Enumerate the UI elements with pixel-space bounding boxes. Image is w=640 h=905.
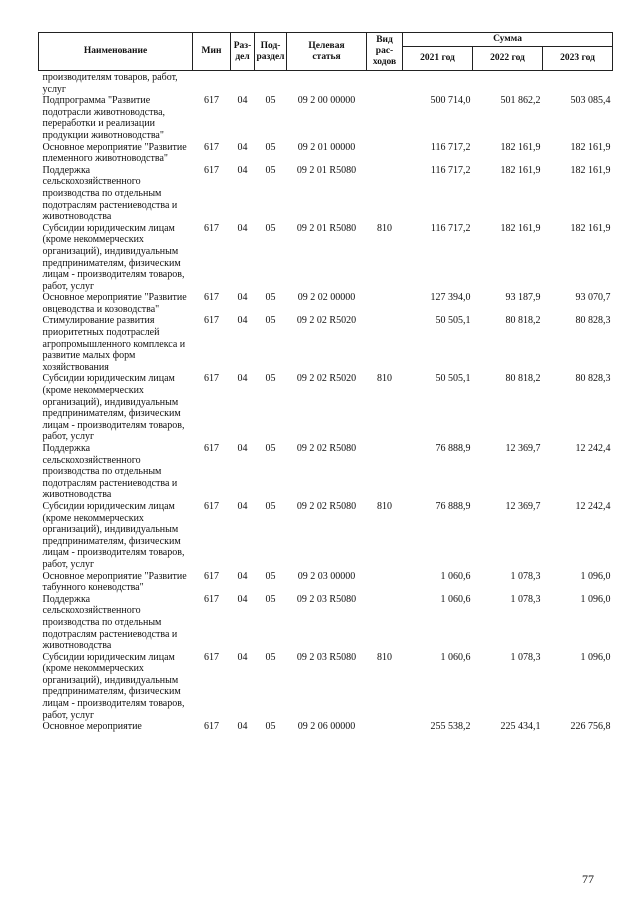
row-target: 09 2 02 00000 (297, 292, 356, 304)
row-min (193, 71, 231, 96)
row-podrazdel: 05 (265, 500, 276, 512)
row-target: 09 2 01 R5080 (296, 164, 357, 176)
table-row (39, 315, 613, 373)
row-podrazdel: 05 (265, 593, 276, 605)
row-min: 617 (204, 570, 219, 582)
row-name: Подпрограмма "Развитие подотрасли животноводства, переработки и реализации продукции животноводства" (42, 95, 166, 141)
row-sum-2023: 12 242,4 (575, 500, 611, 512)
row-vid: 810 (377, 222, 392, 234)
header-summa: Сумма (403, 33, 613, 47)
row-target: 09 2 01 R5080 (296, 222, 357, 234)
row-razdel: 04 (237, 373, 248, 385)
row-min: 617 (204, 141, 219, 153)
table-row (39, 721, 613, 733)
row-target: 09 2 03 R5080 (296, 651, 357, 663)
row-sum-2021: 500 714,0 (430, 95, 471, 107)
row-razdel: 04 (237, 164, 248, 176)
row-min: 617 (204, 164, 219, 176)
table-row (39, 594, 613, 652)
row-podrazdel: 05 (265, 373, 276, 385)
row-target: 09 2 03 R5080 (296, 593, 357, 605)
row-sum-2021: 76 888,9 (435, 443, 471, 454)
row-razdel: 04 (237, 570, 248, 582)
row-min: 617 (204, 373, 219, 385)
table-row (39, 95, 613, 141)
row-razdel: 04 (237, 500, 248, 512)
header-target: Целевая статья (287, 33, 367, 71)
row-sum-2023: 80 828,3 (575, 373, 611, 385)
row-sum-2022: 93 187,9 (505, 292, 541, 304)
row-vid (367, 95, 403, 141)
row-name: Основное мероприятие (42, 721, 142, 733)
row-vid (367, 443, 403, 501)
header-vid: Вид рас- ходов (367, 33, 403, 71)
row-target: 09 2 02 R5080 (296, 500, 357, 512)
table-row (39, 292, 613, 315)
row-vid: 810 (377, 373, 392, 385)
row-vid (367, 165, 403, 223)
row-sum-2021: 1 060,6 (440, 651, 471, 663)
row-sum-2023: 1 096,0 (580, 651, 611, 663)
row-sum-2022: 1 078,3 (510, 651, 541, 663)
row-razdel: 04 (237, 651, 248, 663)
row-target: 09 2 06 00000 (297, 721, 356, 733)
row-name: Субсидии юридическим лицам (кроме некоммерческих организаций), индивидуальным предпринимателям, физическим лицам - производителям товаров, работ, услуг (42, 500, 185, 570)
row-name: Поддержка сельскохозяйственного производства по отдельным подотраслям растениеводства и животноводства (42, 443, 178, 501)
row-sum-2021 (403, 71, 473, 96)
row-name: Субсидии юридическим лицам (кроме некоммерческих организаций), индивидуальным предпринимателям, физическим лицам - производителям товаров, работ, услуг (42, 222, 185, 292)
row-razdel: 04 (237, 95, 248, 107)
row-min: 617 (204, 443, 219, 454)
row-target: 09 2 02 R5080 (296, 443, 357, 454)
header-podrazdel: Под- раздел (255, 33, 287, 71)
row-podrazdel: 05 (265, 222, 276, 234)
row-sum-2021: 50 505,1 (435, 315, 471, 327)
row-sum-2022: 1 078,3 (510, 570, 541, 582)
row-sum-2022: 12 369,7 (505, 443, 541, 454)
row-vid (367, 71, 403, 96)
row-sum-2021: 127 394,0 (430, 292, 471, 304)
row-sum-2022: 501 862,2 (500, 95, 541, 107)
row-razdel: 04 (237, 721, 248, 733)
row-podrazdel: 05 (265, 164, 276, 176)
row-sum-2022: 80 818,2 (505, 373, 541, 385)
row-name: Поддержка сельскохозяйственного производства по отдельным подотраслям растениеводства и животноводства (42, 593, 178, 652)
row-target: 09 2 01 00000 (297, 141, 356, 153)
row-name: Основное мероприятие "Развитие племенного животноводства" (42, 141, 187, 165)
row-sum-2022: 182 161,9 (500, 222, 541, 234)
row-name: производителям товаров, работ, услуг (42, 72, 178, 95)
row-podrazdel: 05 (265, 315, 276, 327)
row-vid (367, 721, 403, 733)
row-min: 617 (204, 593, 219, 605)
row-min: 617 (204, 222, 219, 234)
row-podrazdel: 05 (265, 141, 276, 153)
row-name: Основное мероприятие "Развитие овцеводства и козоводства" (42, 292, 187, 315)
row-vid (367, 292, 403, 315)
header-razdel: Раз- дел (231, 33, 255, 71)
row-min: 617 (204, 292, 219, 304)
table-header (39, 33, 613, 71)
row-min: 617 (204, 500, 219, 512)
row-podrazdel: 05 (265, 443, 276, 454)
row-sum-2022: 1 078,3 (510, 593, 541, 605)
row-name: Субсидии юридическим лицам (кроме некоммерческих организаций), индивидуальным предпринимателям, физическим лицам - производителям товаров, работ, услуг (42, 373, 185, 443)
table-row (39, 443, 613, 501)
budget-table-page (38, 32, 612, 733)
page-number: 77 (582, 872, 594, 886)
row-sum-2023: 80 828,3 (575, 315, 611, 327)
row-razdel (231, 71, 255, 96)
header-name: Наименование (39, 33, 193, 71)
row-target: 09 2 02 R5020 (296, 373, 357, 385)
header-2021: 2021 год (403, 47, 473, 71)
row-sum-2022: 182 161,9 (500, 141, 541, 153)
row-sum-2023: 182 161,9 (570, 141, 611, 153)
row-vid (367, 142, 403, 165)
row-target (287, 71, 367, 96)
row-sum-2021: 116 717,2 (430, 164, 471, 176)
row-razdel: 04 (237, 292, 248, 304)
table-row (39, 373, 613, 443)
table-row (39, 652, 613, 722)
table-row (39, 501, 613, 571)
row-sum-2022: 12 369,7 (505, 500, 541, 512)
row-min: 617 (204, 721, 219, 733)
table-row (39, 571, 613, 594)
row-razdel: 04 (237, 443, 248, 454)
row-podrazdel: 05 (265, 721, 276, 733)
row-sum-2023: 1 096,0 (580, 570, 611, 582)
row-sum-2021: 116 717,2 (430, 222, 471, 234)
row-vid: 810 (377, 651, 392, 663)
row-min: 617 (204, 95, 219, 107)
row-sum-2022: 80 818,2 (505, 315, 541, 327)
row-razdel: 04 (237, 141, 248, 153)
row-razdel: 04 (237, 593, 248, 605)
row-podrazdel (255, 71, 287, 96)
row-sum-2022: 182 161,9 (500, 164, 541, 176)
table-row (39, 71, 613, 96)
row-vid (367, 571, 403, 594)
row-sum-2022: 225 434,1 (500, 721, 541, 733)
row-razdel: 04 (237, 315, 248, 327)
row-sum-2023: 93 070,7 (575, 292, 611, 304)
header-2023: 2023 год (543, 47, 613, 71)
row-sum-2022 (473, 71, 543, 96)
row-min: 617 (204, 315, 219, 327)
row-target: 09 2 03 00000 (297, 570, 356, 582)
row-podrazdel: 05 (265, 292, 276, 304)
row-vid: 810 (377, 500, 392, 512)
row-sum-2023: 226 756,8 (570, 721, 611, 733)
row-name: Основное мероприятие "Развитие табунного коневодства" (42, 570, 187, 594)
row-sum-2021: 76 888,9 (435, 500, 471, 512)
header-min: Мин (193, 33, 231, 71)
row-podrazdel: 05 (265, 95, 276, 107)
row-razdel: 04 (237, 222, 248, 234)
row-name: Поддержка сельскохозяйственного производства по отдельным подотраслям растениеводства и животноводства (42, 164, 178, 223)
row-min: 617 (204, 651, 219, 663)
header-2022: 2022 год (473, 47, 543, 71)
table-row (39, 223, 613, 293)
row-sum-2021: 50 505,1 (435, 373, 471, 385)
row-sum-2023: 182 161,9 (570, 222, 611, 234)
row-target: 09 2 00 00000 (297, 95, 356, 107)
row-sum-2023 (543, 71, 613, 96)
row-vid (367, 594, 403, 652)
table-body (39, 71, 613, 733)
row-sum-2021: 255 538,2 (430, 721, 471, 733)
row-sum-2021: 1 060,6 (440, 593, 471, 605)
row-sum-2023: 182 161,9 (570, 164, 611, 176)
row-target: 09 2 02 R5020 (296, 315, 357, 327)
row-vid (367, 315, 403, 373)
row-name: Стимулирование развития приоритетных подотраслей агропромышленного комплекса и развитие малых форм хозяйствования (42, 315, 186, 373)
row-sum-2023: 503 085,4 (570, 95, 611, 107)
row-sum-2021: 116 717,2 (430, 141, 471, 153)
table-row (39, 165, 613, 223)
row-sum-2023: 12 242,4 (575, 443, 611, 454)
budget-table (38, 32, 613, 733)
row-podrazdel: 05 (265, 651, 276, 663)
row-sum-2023: 1 096,0 (580, 593, 611, 605)
row-name: Субсидии юридическим лицам (кроме некоммерческих организаций), индивидуальным предпринимателям, физическим лицам - производителям товаров, работ, услуг (42, 651, 185, 721)
row-sum-2021: 1 060,6 (440, 570, 471, 582)
row-podrazdel: 05 (265, 570, 276, 582)
table-row (39, 142, 613, 165)
